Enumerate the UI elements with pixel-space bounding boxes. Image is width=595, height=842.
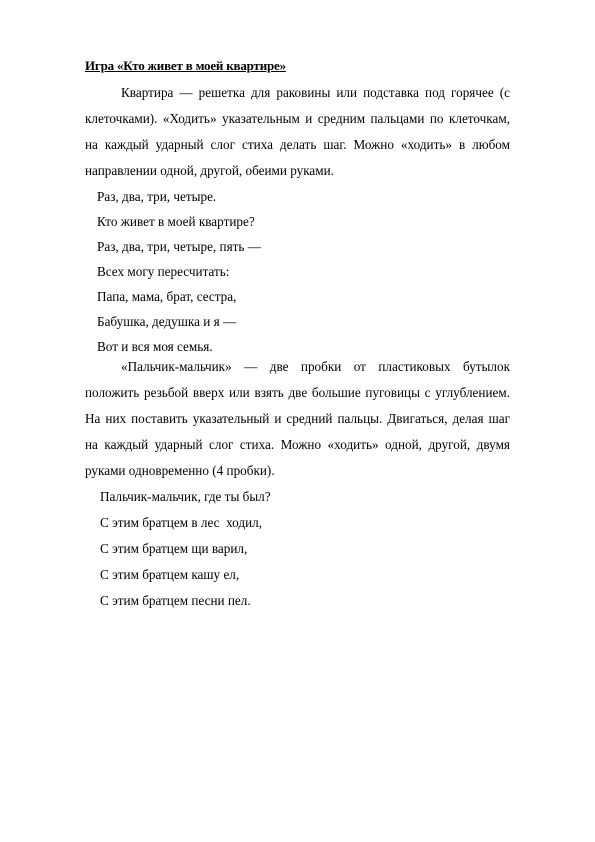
document-title: Игра «Кто живет в моей квартире»	[85, 58, 286, 73]
poem-line: С этим братцем щи варил,	[100, 541, 248, 556]
poem-line: Всех могу пересчитать:	[97, 264, 230, 279]
poem-line: Папа, мама, брат, сестра,	[97, 289, 237, 304]
poem-line: Бабушка, дедушка и я —	[97, 314, 237, 329]
poem-line: Раз, два, три, четыре, пять —	[97, 239, 261, 254]
poem-line: Пальчик-мальчик, где ты был?	[100, 489, 271, 504]
poem-line: С этим братцем кашу ел,	[100, 567, 240, 582]
paragraph-finger-boy: «Пальчик-мальчик» — две пробки от пластиковых бутылок положить резьбой вверх или взять две большие пуговицы с углублением. На них поставить указательный и средний пальцы. Двигаться, делая шаг на каждый ударный слог стиха. Можно «ходить» одной, другой, двумя руками одновременно (4 пробки).	[85, 359, 510, 478]
paragraph-apartment-game: Квартира — решетка для раковины или подставка под горячее (с клеточками). «Ходить» указательным и средним пальцами по клеточкам, на каждый ударный слог стиха делать шаг. Можно «ходить» в любом направлении одной, другой, обеими руками.	[85, 85, 510, 178]
poem-line: Вот и вся моя семья.	[97, 339, 213, 354]
poem-line: Кто живет в моей квартире?	[97, 214, 255, 229]
poem-line: Раз, два, три, четыре.	[97, 189, 217, 204]
poem-line: С этим братцем песни пел.	[100, 593, 251, 608]
poem-line: С этим братцем в лес ходил,	[100, 515, 263, 530]
